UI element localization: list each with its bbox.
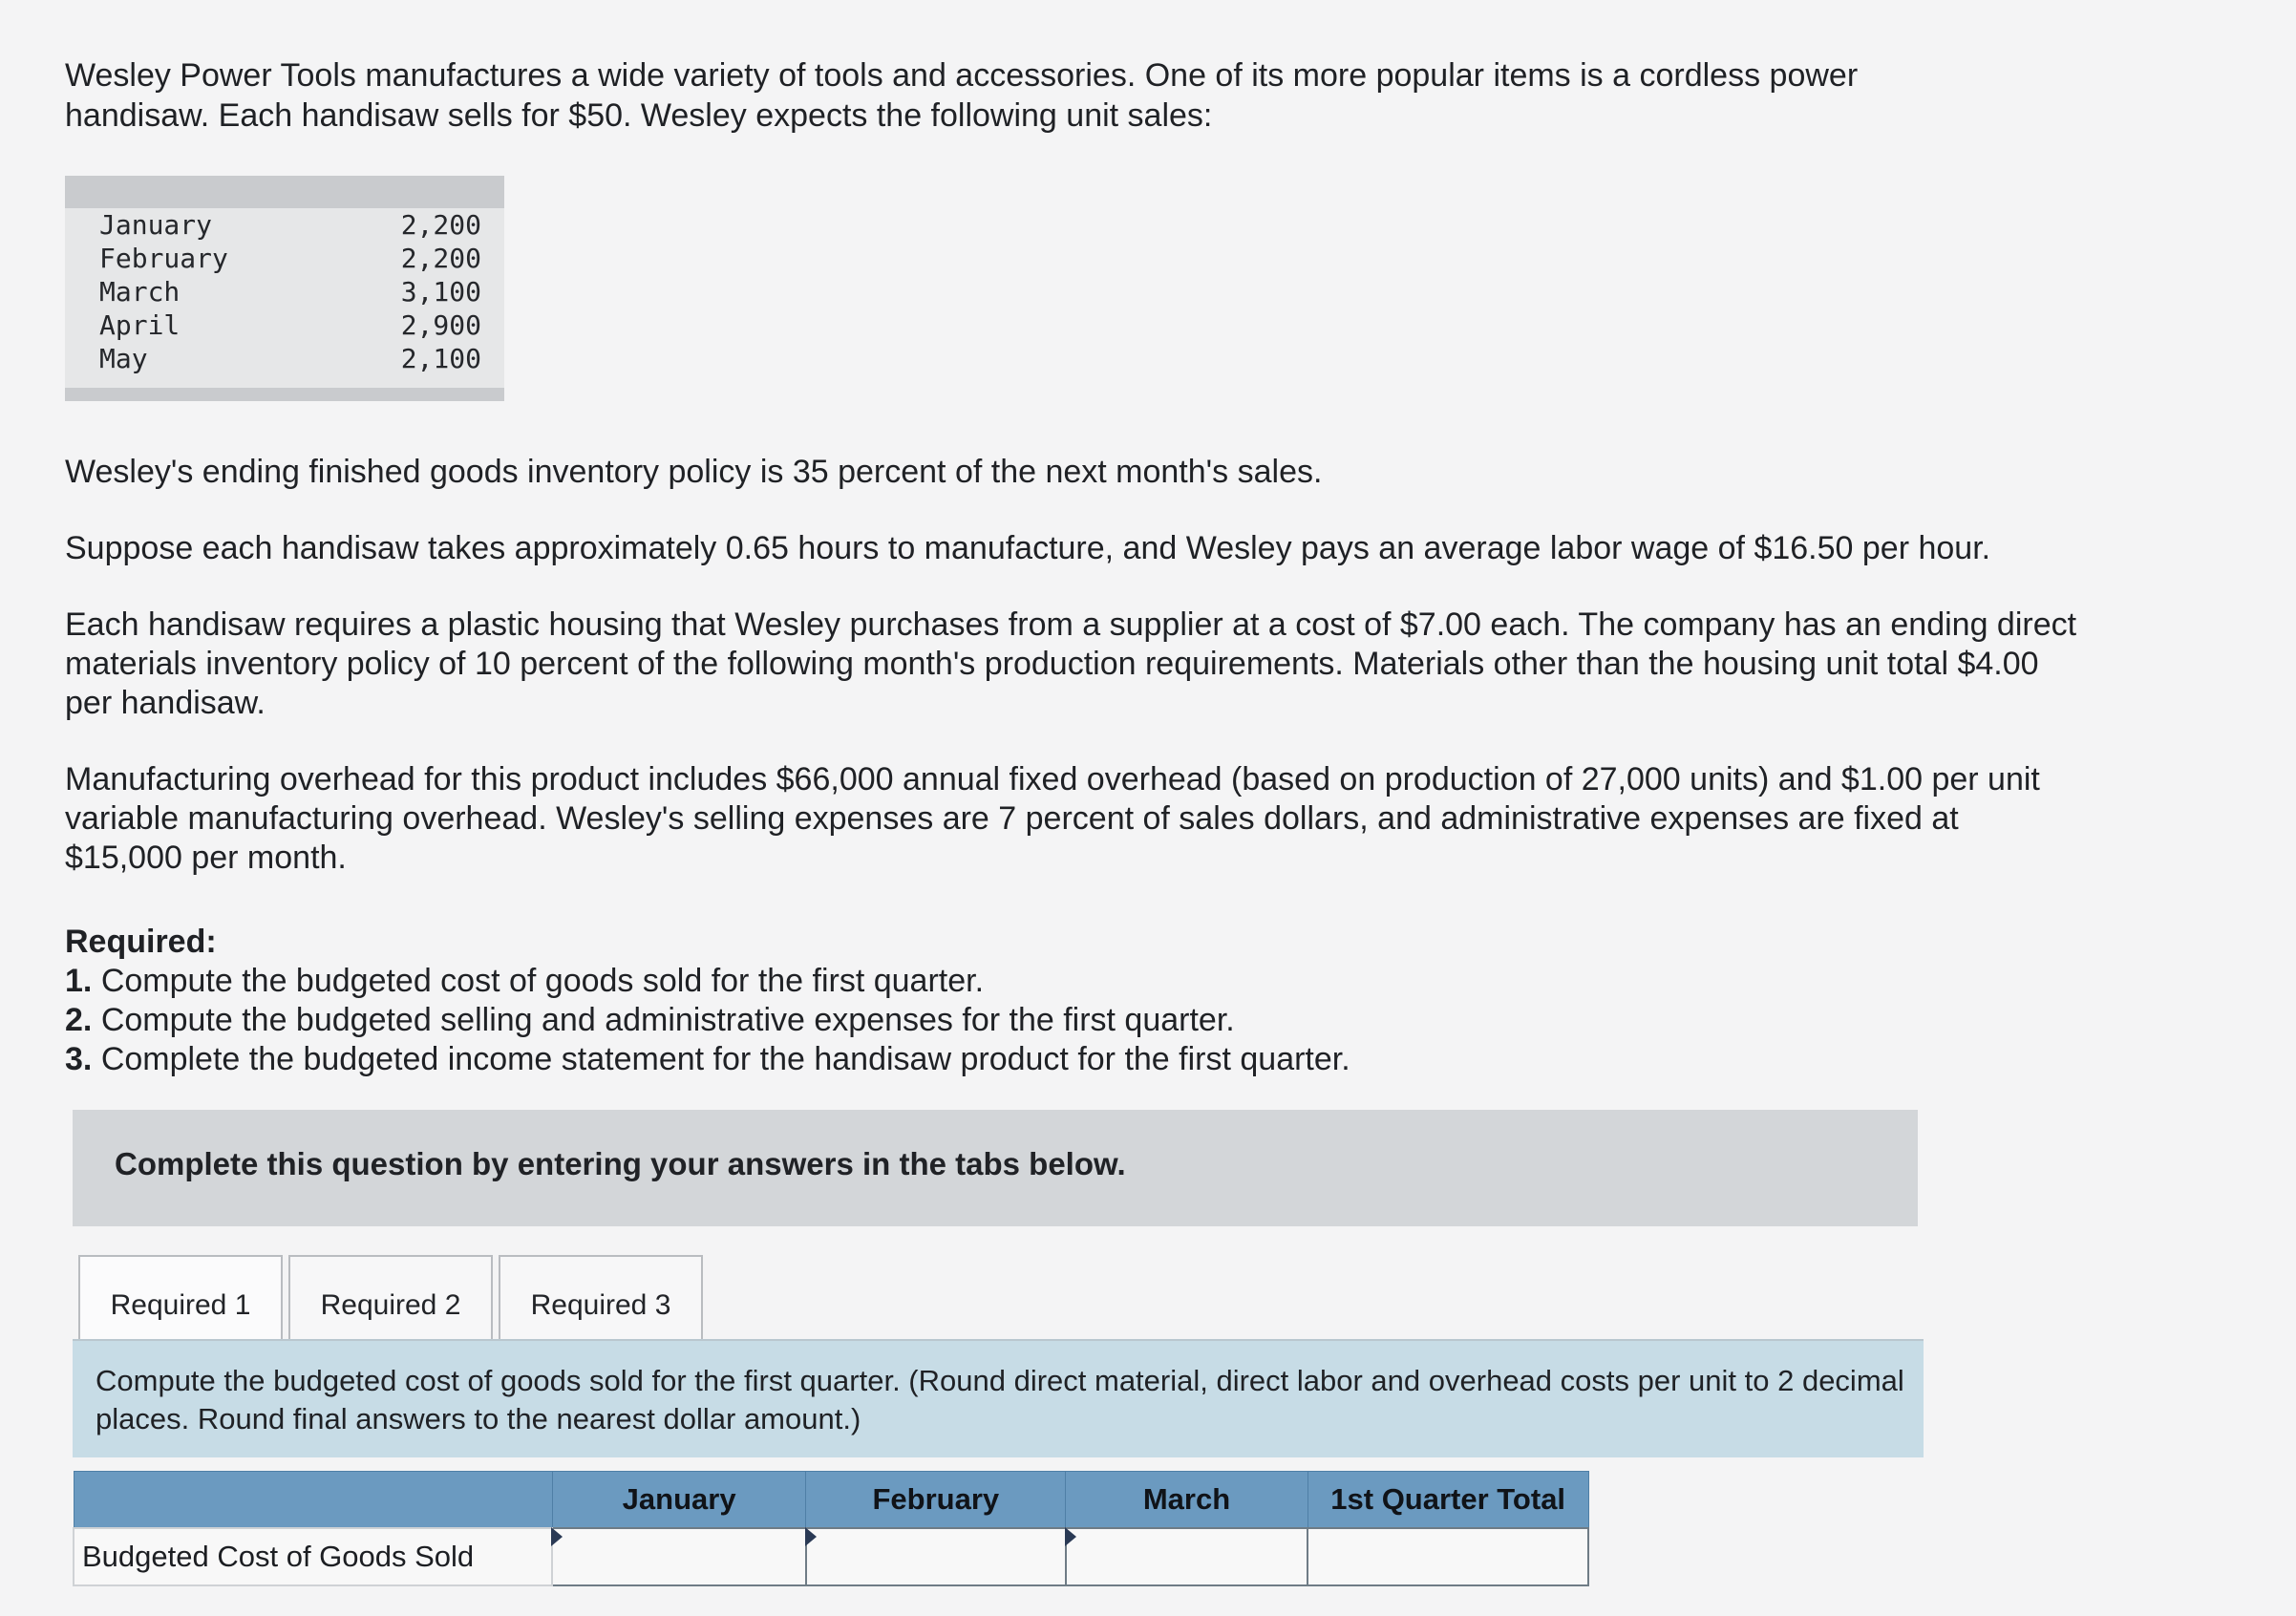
required-section [65,923,2080,1079]
cogs-quarter-total-cell [1307,1528,1588,1585]
cogs-table [73,1471,1589,1586]
unit-sales-units: 2,200 [400,209,481,241]
table-row [74,1528,1588,1585]
tab-required-2[interactable]: Required 2 [288,1255,493,1354]
instruction-banner [73,1110,1918,1226]
formula-marker-icon [805,1527,817,1546]
unit-sales-month: February [99,243,228,274]
unit-sales-table [65,176,504,401]
inventory-policy-paragraph: Wesley's ending finished goods inventory policy is 35 percent of the next month's sales. [65,454,1323,490]
unit-sales-units: 3,100 [400,276,481,308]
required-item-text: Compute the budgeted selling and administrative expenses for the first quarter. [100,1002,1235,1038]
cogs-january-cell [552,1528,806,1585]
cogs-header-blank [74,1472,552,1529]
unit-sales-footer-bar [65,388,504,401]
required-item-number: 3. [65,1041,93,1077]
unit-sales-row [65,342,504,375]
cogs-header-quarter-total: 1st Quarter Total [1307,1472,1588,1529]
cogs-february-cell [806,1528,1066,1585]
unit-sales-month: March [99,276,181,308]
formula-marker-icon [551,1527,563,1546]
cogs-header-row [74,1472,1588,1529]
overhead-paragraph: Manufacturing overhead for this product includes $66,000 annual fixed overhead (based on production of 27,000 units) and $1.00 per unit variable manufacturing overhead. Wesley's selling expenses are 7 percent of sales dollars, and administrative expenses are fixed at $15,000 per month. [65,761,2040,876]
required-title: Required: [65,924,217,960]
tab-required-1[interactable]: Required 1 [78,1255,283,1354]
unit-sales-month: January [99,209,213,241]
unit-sales-row [65,242,504,275]
unit-sales-row [65,308,504,342]
labor-paragraph: Suppose each handisaw takes approximately 0.65 hours to manufacture, and Wesley pays an average labor wage of $16.50 per hour. [65,530,1991,566]
unit-sales-units: 2,900 [400,309,481,341]
required-item-number: 2. [65,1002,93,1038]
cogs-march-cell [1066,1528,1308,1585]
question-panel [73,1339,1924,1457]
intro-line-1: Wesley Power Tools manufactures a wide variety of tools and accessories. One of its more popular items is a cordless power [65,57,1859,94]
tab-required-3[interactable]: Required 3 [499,1255,703,1354]
required-item [65,1040,2080,1079]
unit-sales-units: 2,200 [400,243,481,274]
cogs-header-january: January [552,1472,806,1529]
required-item [65,1001,2080,1040]
unit-sales-row [65,275,504,308]
intro-line-2: handisaw. Each handisaw sells for $50. Wesley expects the following unit sales: [65,97,1213,134]
cogs-march-input[interactable] [1067,1531,1307,1583]
unit-sales-units: 2,100 [400,343,481,374]
cogs-january-input[interactable] [553,1531,805,1583]
instruction-text: Complete this question by entering your answers in the tabs below. [115,1146,1126,1181]
unit-sales-header-bar [65,176,504,208]
cogs-header-february: February [806,1472,1066,1529]
cogs-header-march: March [1066,1472,1308,1529]
unit-sales-month: May [99,343,148,374]
unit-sales-row [65,208,504,242]
required-item-number: 1. [65,963,93,999]
problem-intro [65,55,2071,136]
formula-marker-icon [1065,1527,1076,1546]
cogs-quarter-total-input[interactable] [1308,1531,1587,1583]
question-text: Compute the budgeted cost of goods sold for the first quarter. (Round direct material, direct labor and overhead costs per unit to 2 decimal places. Round final answers to the nearest dollar amount.) [96,1364,1904,1435]
required-item-text: Compute the budgeted cost of goods sold for the first quarter. [100,963,985,999]
unit-sales-month: April [99,309,181,341]
cogs-february-input[interactable] [807,1531,1065,1583]
materials-paragraph: Each handisaw requires a plastic housing that Wesley purchases from a supplier at a cost of $7.00 each. The company has an ending direct materials inventory policy of 10 percent of the following month's production requirements. Materials other than the housing unit total $4.00 per handisaw. [65,606,2077,721]
required-item [65,962,2080,1001]
cogs-row-label: Budgeted Cost of Goods Sold [74,1528,552,1585]
required-item-text: Complete the budgeted income statement for the handisaw product for the first quarter. [100,1041,1350,1077]
